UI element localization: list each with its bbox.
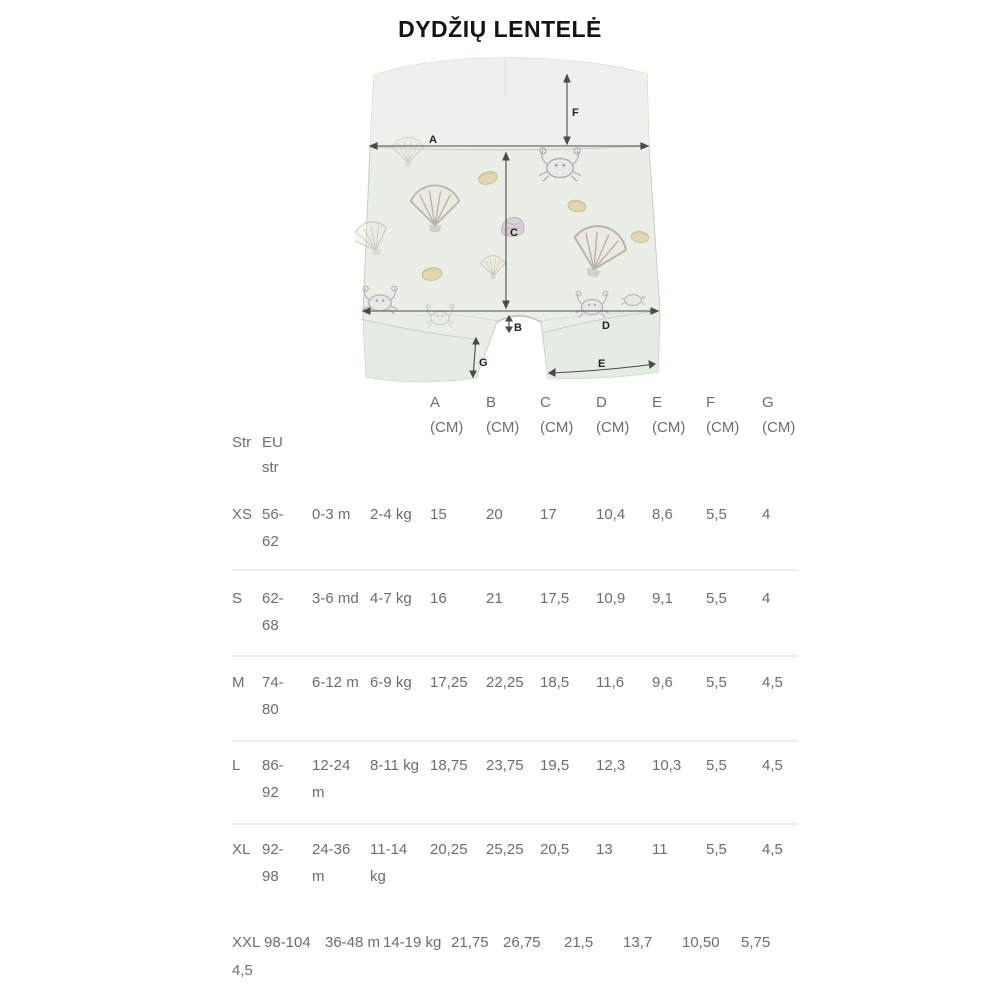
cell-c: 21,5 [564, 934, 594, 951]
cell-g: 4,5 [762, 674, 783, 691]
row-divider [232, 655, 798, 657]
cell-weight: 11-14 kg [370, 841, 408, 885]
table-row-xl [232, 836, 800, 890]
cell-eu: 86-92 [262, 757, 284, 801]
cell-e: 9,1 [652, 590, 673, 607]
column-header-f: F (CM) [706, 394, 740, 436]
cell-eu: 92-98 [262, 841, 284, 885]
cell-size: M [232, 674, 245, 691]
cell-g: 4,5 [762, 757, 783, 774]
column-header-a: A (CM) [430, 394, 464, 436]
waistband [370, 58, 649, 148]
measure-label-g: G [479, 357, 488, 369]
cell-d: 13,7 [623, 934, 653, 951]
cell-a: 17,25 [430, 674, 468, 691]
cell-f: 5,5 [706, 841, 727, 858]
column-header-e: E (CM) [652, 394, 686, 436]
column-header-b: B (CM) [486, 394, 520, 436]
cell-f: 5,5 [706, 757, 727, 774]
column-header-c: C (CM) [540, 394, 574, 436]
cell-d: 12,3 [596, 757, 626, 774]
cell-d: 11,6 [596, 674, 625, 691]
cell-c: 18,5 [540, 674, 570, 691]
cell-age: 3-6 md [312, 590, 359, 607]
table-row-xxl [232, 929, 832, 999]
measure-label-e: E [598, 358, 606, 370]
cell-size: XL [232, 841, 251, 858]
page-title: DYDŽIŲ LENTELĖ [398, 16, 602, 42]
measure-label-f: F [572, 107, 579, 119]
product-measurement-diagram [355, 55, 675, 395]
cell-weight: 14-19 kg [383, 934, 442, 951]
cell-c: 19,5 [540, 757, 570, 774]
row-divider [232, 823, 798, 825]
cell-b: 23,75 [486, 757, 524, 774]
size-table-header [232, 390, 800, 480]
cell-e: 10,50 [682, 934, 720, 951]
cell-age: 6-12 m [312, 674, 359, 691]
column-header-g: G (CM) [762, 394, 796, 436]
cell-f: 5,75 [741, 934, 771, 951]
cell-a: 18,75 [430, 757, 468, 774]
cell-weight: 2-4 kg [370, 506, 412, 523]
cell-b: 25,25 [486, 841, 524, 858]
row-divider [232, 740, 798, 742]
cell-b: 22,25 [486, 674, 524, 691]
cell-f: 5,5 [706, 674, 727, 691]
cell-e: 10,3 [652, 757, 682, 774]
cell-g: 4 [762, 590, 771, 607]
cell-e: 9,6 [652, 674, 673, 691]
cell-eu: 56-62 [262, 506, 284, 550]
cell-age: 0-3 m [312, 506, 351, 523]
table-row-m [232, 669, 800, 723]
cell-a: 21,75 [451, 934, 489, 951]
cell-weight: 8-11 kg [370, 757, 419, 774]
cell-size: XXL [232, 934, 261, 951]
cell-eu: 62-68 [262, 590, 284, 634]
cell-a: 15 [430, 506, 447, 523]
cell-e: 11 [652, 841, 668, 858]
cell-g: 4,5 [232, 962, 253, 979]
table-row-l [232, 752, 800, 806]
cell-d: 10,9 [596, 590, 626, 607]
measure-label-b: B [514, 322, 522, 334]
cell-f: 5,5 [706, 590, 727, 607]
cell-size: L [232, 757, 241, 774]
cell-c: 20,5 [540, 841, 570, 858]
measure-label-a: A [429, 134, 437, 146]
table-row-s [232, 585, 800, 639]
cell-weight: 4-7 kg [370, 590, 412, 607]
cell-e: 8,6 [652, 506, 673, 523]
column-header-eu: EU str [262, 434, 283, 476]
column-header-d: D (CM) [596, 394, 630, 436]
cell-age: 24-36 m [312, 841, 351, 885]
swim-shorts-graphic [355, 55, 675, 395]
cell-a: 16 [430, 590, 447, 607]
table-row-xs [232, 501, 800, 555]
cell-c: 17 [540, 506, 557, 523]
row-divider [232, 569, 798, 571]
cell-g: 4 [762, 506, 771, 523]
cell-g: 4,5 [762, 841, 783, 858]
cell-b: 26,75 [503, 934, 541, 951]
cell-eu: 74-80 [262, 674, 284, 718]
cell-a: 20,25 [430, 841, 468, 858]
cell-b: 20 [486, 506, 503, 523]
cell-size: XS [232, 506, 253, 523]
cell-c: 17,5 [540, 590, 570, 607]
cell-size: S [232, 590, 243, 607]
column-header-size: Str [232, 434, 252, 451]
measure-label-c: C [510, 227, 518, 239]
measure-label-d: D [602, 320, 610, 332]
cell-age: 12-24 m [312, 757, 351, 801]
cell-weight: 6-9 kg [370, 674, 412, 691]
cell-f: 5,5 [706, 506, 727, 523]
cell-age: 36-48 m [325, 934, 381, 951]
cell-d: 10,4 [596, 506, 626, 523]
cell-eu: 98-104 [264, 934, 311, 951]
cell-d: 13 [596, 841, 613, 858]
cell-b: 21 [486, 590, 503, 607]
